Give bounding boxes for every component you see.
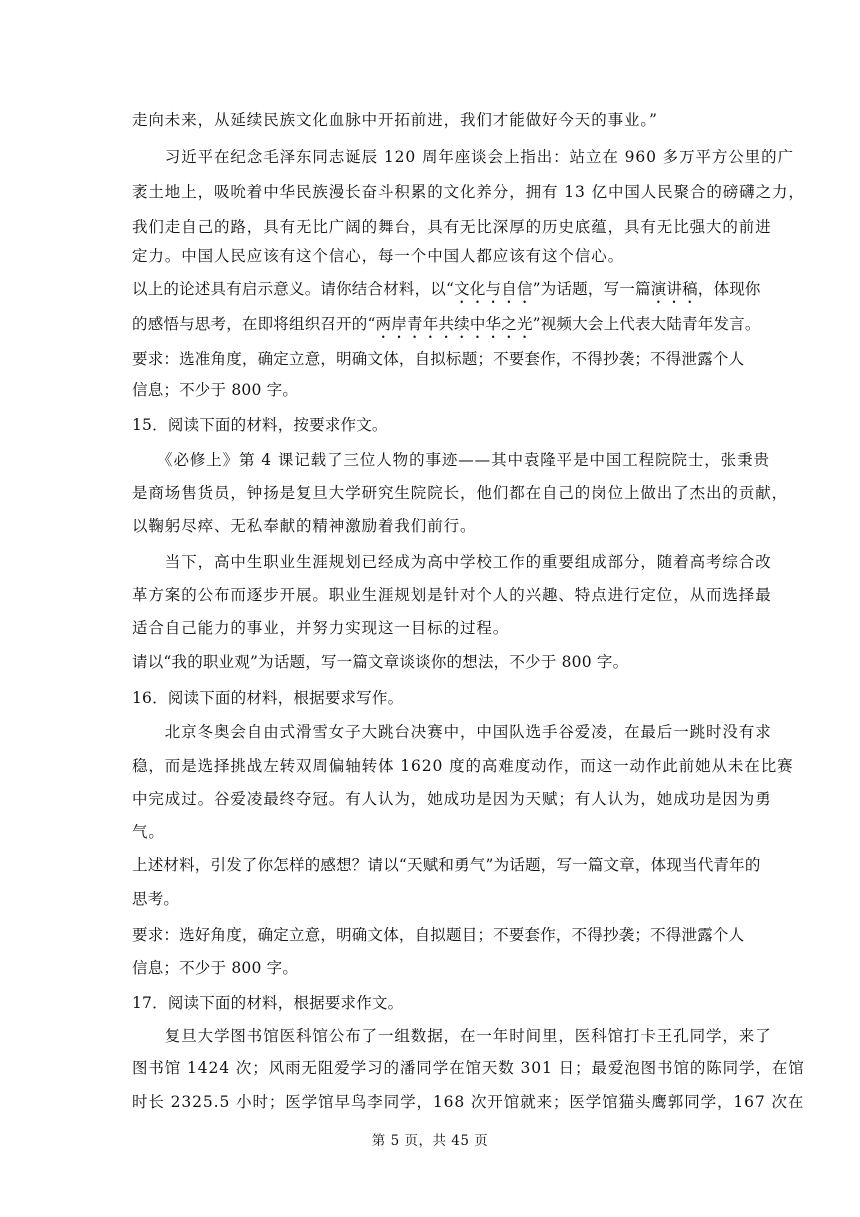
text-line: 走向未来，从延续民族文化血脉中开拓前进，我们才能做好今天的事业。”	[132, 111, 658, 129]
text-line: 的感悟与思考，在即将组织召开的“两岸青年共续中华之光”视频大会上代表大陆青年发言。	[132, 315, 761, 333]
text-line: 请以“我的职业观”为话题，写一篇文章谈谈你的想法，不少于 800 字。	[132, 653, 629, 671]
text-line: 我们走自己的路，具有无比广阔的舞台，具有无比深厚的历史底蕴，具有无比强大的前进	[132, 218, 772, 236]
text-line: 气。	[132, 823, 165, 841]
text-line: 《必修上》第 4 课记载了三位人物的事迹——其中袁隆平是中国工程院院士，张秉贵	[132, 451, 770, 469]
text-line: 思考。	[132, 890, 180, 908]
text-line: 稳，而是选择挑战左转双周偏轴转体 1620 度的高难度动作，而这一动作此前她从未在比赛	[132, 757, 794, 775]
text-line: 上述材料，引发了你怎样的感想？请以“天赋和勇气”为话题，写一篇文章，体现当代青年的	[132, 856, 761, 874]
text-line: 要求：选好角度，确定立意，明确文体，自拟题目；不要套作，不得抄袭；不得泄露个人	[132, 926, 745, 944]
text-line: 图书馆 1424 次；风雨无阻爱学习的潘同学在馆天数 301 日；最爱泡图书馆的陈同学，在馆	[132, 1059, 805, 1077]
text-line: 信息；不少于 800 字。	[132, 959, 299, 977]
question-heading: 15．阅读下面的材料，按要求作文。	[132, 416, 388, 434]
text-line: 定力。中国人民应该有这个信心，每一个中国人都应该有这个信心。	[132, 247, 625, 265]
emphasized-text: 两岸青年共续中华之光	[375, 315, 533, 333]
emphasized-text: 文化与自信	[454, 280, 533, 298]
text-line: 时长 2325.5 小时；医学馆早鸟李同学，168 次开馆就来；医学馆猫头鹰郭同学，167 次在	[132, 1093, 805, 1111]
text-line: 复旦大学图书馆医科馆公布了一组数据，在一年时间里，医科馆打卡王孔同学，来了	[132, 1027, 772, 1045]
text-line: 要求：选准角度，确定立意，明确文体，自拟标题；不要套作，不得抄袭；不得泄露个人	[132, 350, 745, 368]
text-line: 以上的论述具有启示意义。请你结合材料，以“文化与自信”为话题，写一篇演讲稿，体现你	[132, 280, 761, 298]
text-line: 中完成过。谷爱凌最终夺冠。有人认为，她成功是因为天赋；有人认为，她成功是因为勇	[132, 790, 772, 808]
page-footer: 第 5 页，共 45 页	[371, 1133, 489, 1149]
question-heading: 17．阅读下面的材料，根据要求作文。	[132, 994, 404, 1012]
text-line: 适合自己能力的事业，并努力实现这一目标的过程。	[132, 619, 510, 637]
question-heading: 16．阅读下面的材料，根据要求写作。	[132, 689, 404, 707]
text-line: 革方案的公布而逐步开展。职业生涯规划是针对个人的兴趣、特点进行定位，从而选择最	[132, 586, 772, 604]
emphasized-text: 演讲稿	[650, 280, 698, 298]
text-line: 习近平在纪念毛泽东同志诞辰 120 周年座谈会上指出：站立在 960 多万平方公里的广	[132, 148, 794, 166]
text-line: 北京冬奥会自由式滑雪女子大跳台决赛中，中国队选手谷爱凌，在最后一跳时没有求	[132, 723, 772, 741]
text-line: 以鞠躬尽瘁、无私奉献的精神激励着我们前行。	[132, 517, 477, 535]
text-line: 信息；不少于 800 字。	[132, 381, 299, 399]
text-line: 是商场售货员，钟扬是复旦大学研究生院院长，他们都在自己的岗位上做出了杰出的贡献，	[132, 484, 789, 502]
text-line: 袤土地上，吸吮着中华民族漫长奋斗积累的文化养分，拥有 13 亿中国人民聚合的磅礴之力，	[132, 183, 805, 201]
text-line: 当下，高中生职业生涯规划已经成为高中学校工作的重要组成部分，随着高考综合改	[132, 553, 772, 571]
